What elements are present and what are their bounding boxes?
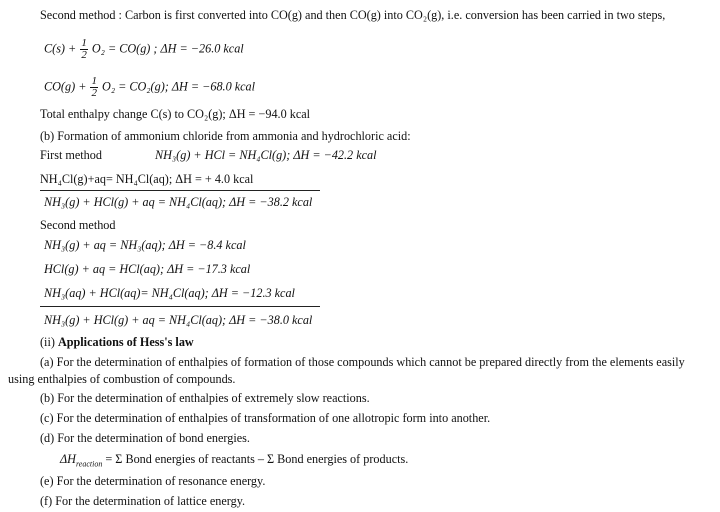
second-method-eq3: NH₃(aq) + HCl(aq)= NH₄Cl(aq); ΔH = −12.3 kcal xyxy=(44,286,295,300)
first-method-eq2: NH₄Cl(g)+aq= NH₄Cl(aq); ΔH = + 4.0 kcal xyxy=(40,172,254,186)
bond-energy-rest: = Σ Bond energies of reactants – Σ Bond energies of products. xyxy=(105,452,409,466)
eq2-right: O₂ = CO₂(g); ΔH = −68.0 kcal xyxy=(102,79,256,94)
eq1-left: C(s) + xyxy=(44,41,77,56)
second-method-result: NH₃(g) + HCl(g) + aq = NH₄Cl(aq); ΔH = −38.0 kcal xyxy=(44,313,313,327)
reaction-subscript: reaction xyxy=(75,459,103,469)
application-e: (e) For the determination of resonance energy. xyxy=(40,474,266,488)
half-fraction: $\frac{1}{2}$ xyxy=(81,37,87,61)
sum-rule xyxy=(40,190,320,191)
bond-energy-equation xyxy=(60,452,408,471)
section-ii-number: (ii) xyxy=(40,335,55,349)
first-method-eq1: NH₃(g) + HCl = NH₄Cl(g); ΔH = −42.2 kcal xyxy=(155,148,377,162)
eq1-right: O₂ = CO(g) ; ΔH = −26.0 kcal xyxy=(91,41,244,56)
second-method-eq2: HCl(g) + aq = HCl(aq); ΔH = −17.3 kcal xyxy=(44,262,251,276)
intro-text: Second method : Carbon is first converted into CO(g) and then CO(g) into CO₂(g), i.e. conversion has been carried in two steps, xyxy=(40,8,666,22)
equation-co-to-co2 xyxy=(44,76,255,99)
application-b: (b) For the determination of enthalpies of extremely slow reactions. xyxy=(40,391,370,405)
application-a-line1: (a) For the determination of enthalpies of formation of those compounds which cannot be prepared directly from the elements easily xyxy=(40,355,685,369)
sum-rule xyxy=(40,306,320,307)
application-c: (c) For the determination of enthalpies of transformation of one allotropic form into another. xyxy=(40,411,491,425)
section-ii-title: Applications of Hess's law xyxy=(57,335,194,349)
application-f: (f) For the determination of lattice energy. xyxy=(40,494,246,508)
first-method-result: NH₃(g) + HCl(g) + aq = NH₄Cl(aq); ΔH = −38.2 kcal xyxy=(44,195,313,209)
eq2-left: CO(g) + xyxy=(44,79,87,94)
delta-h-symbol: ΔH xyxy=(60,452,76,466)
section-ii-heading xyxy=(40,335,194,350)
second-method-label: Second method xyxy=(40,218,116,232)
section-b-heading: (b) Formation of ammonium chloride from ammonia and hydrochloric acid: xyxy=(40,129,411,143)
first-method-label: First method xyxy=(40,148,102,162)
application-d: (d) For the determination of bond energies. xyxy=(40,431,250,445)
total-enthalpy-line: Total enthalpy change C(s) to CO₂(g); ΔH = −94.0 kcal xyxy=(40,107,311,121)
second-method-eq1: NH₃(g) + aq = NH₃(aq); ΔH = −8.4 kcal xyxy=(44,238,246,252)
equation-carbon-to-co xyxy=(44,38,244,61)
half-fraction: $\frac{1}{2}$ xyxy=(91,75,97,99)
application-a-line2: using enthalpies of combustion of compounds. xyxy=(8,372,236,386)
